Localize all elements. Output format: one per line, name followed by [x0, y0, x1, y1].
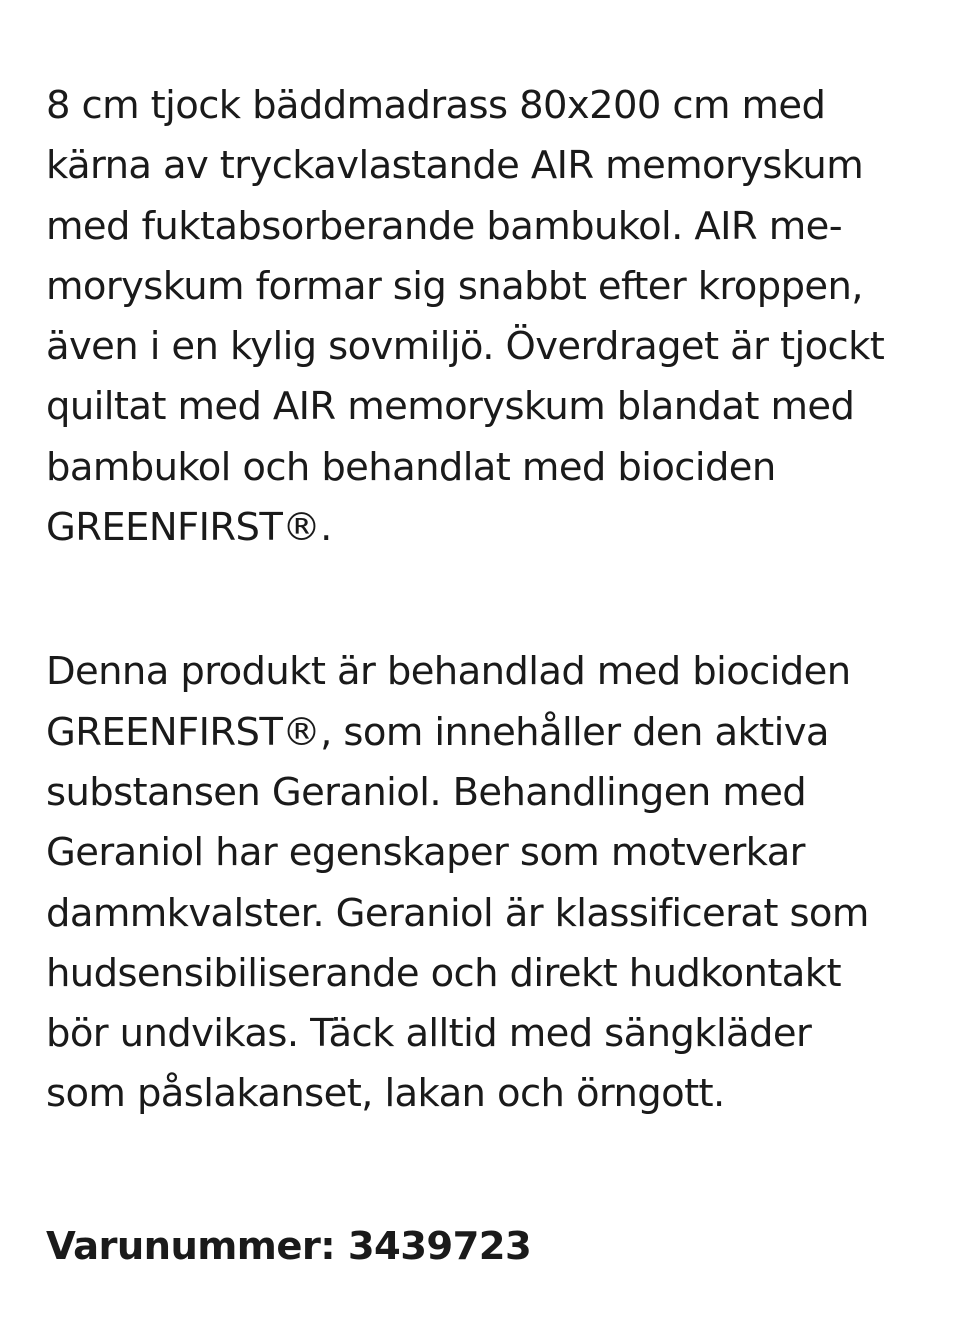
description-paragraph-1: [46, 76, 926, 558]
text-line: GREENFIRST®.: [46, 505, 332, 551]
text-line: som påslakanset, lakan och örngott.: [46, 1071, 725, 1117]
text-line: hudsensibiliserande och direkt hudkontakt: [46, 950, 841, 996]
text-line: substansen Geraniol. Behandlingen med: [46, 769, 807, 815]
text-line: bör undvikas. Täck alltid med sängkläder: [46, 1011, 812, 1057]
text-line: Denna produkt är behandlad med biociden: [46, 649, 851, 695]
text-line: GREENFIRST®, som innehåller den aktiva: [46, 709, 829, 755]
text-line: med fuktabsorberande bambukol. AIR me-: [46, 203, 842, 249]
text-line: kärna av tryckavlastande AIR memoryskum: [46, 143, 864, 189]
text-line: quiltat med AIR memoryskum blandat med: [46, 384, 855, 430]
text-line: dammkvalster. Geraniol är klassificerat som: [46, 890, 869, 936]
description-paragraph-2: [46, 642, 926, 1124]
text-line: bambukol och behandlat med biociden: [46, 444, 776, 490]
text-line: Geraniol har egenskaper som motverkar: [46, 830, 805, 876]
article-number: [46, 1217, 926, 1277]
text-line: även i en kylig sovmiljö. Överdraget är tjockt: [46, 324, 885, 370]
text-line: 8 cm tjock bäddmadrass 80x200 cm med: [46, 83, 826, 128]
article-number-label: Varunummer:: [46, 1223, 336, 1269]
product-description: [46, 76, 926, 1277]
text-line: moryskum formar sig snabbt efter kroppen,: [46, 263, 863, 309]
article-number-value: 3439723: [347, 1223, 532, 1269]
